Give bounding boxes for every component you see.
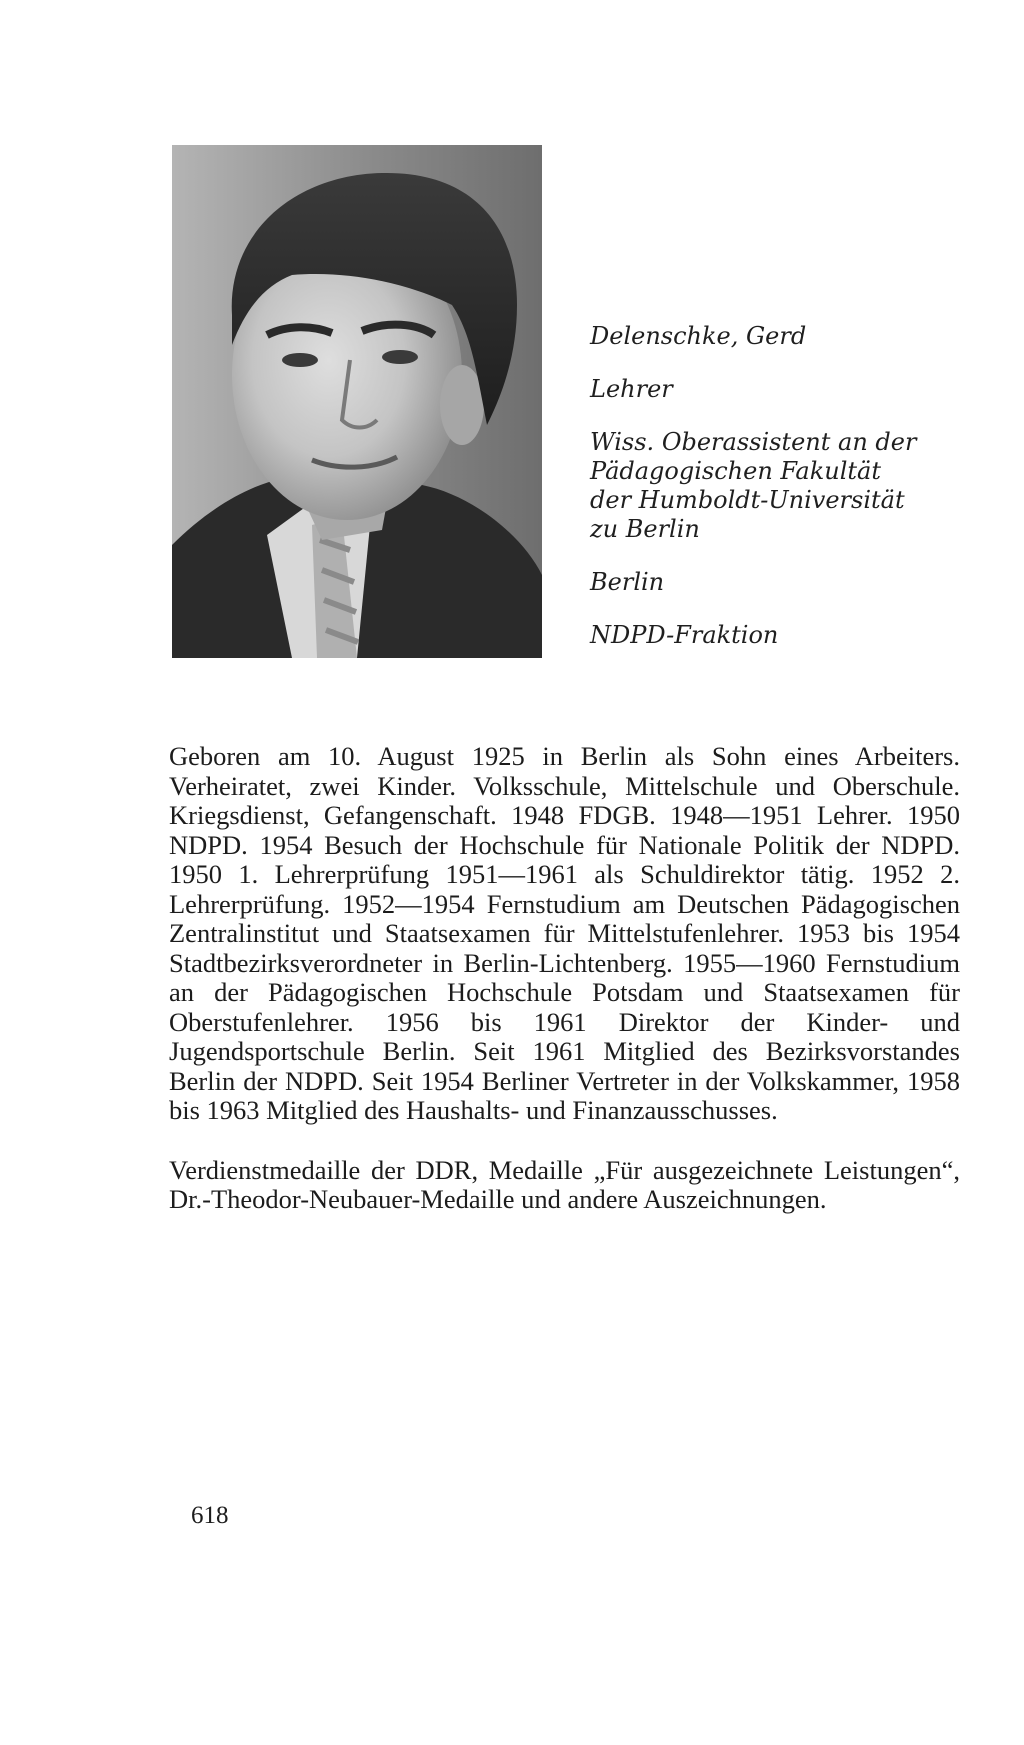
biography-awards: Verdienstmedaille der DDR, Medaille „Für ausgezeichnete Leistungen“, Dr.-Theodor-Neubauer-Medaille und andere Auszeichnungen. bbox=[169, 1154, 960, 1214]
person-faction: NDPD-Fraktion bbox=[590, 621, 779, 649]
biography bbox=[169, 742, 960, 1215]
portrait-photo bbox=[172, 145, 542, 658]
page-number: 618 bbox=[191, 1502, 229, 1529]
person-name: Delenschke, Gerd bbox=[590, 322, 807, 350]
person-details bbox=[590, 322, 990, 674]
person-profession: Lehrer bbox=[590, 375, 673, 403]
biography-career: Geboren am 10. August 1925 in Berlin als Sohn eines Arbeiters. Verheiratet, zwei Kinder. Volksschule, Mittelschule und Oberschule. Kriegsdienst, Gefangenschaft. 1948 FDGB. 1948—1951 Lehrer. 1950 NDPD. 1954 Besuch der Hochschule für Nationale Politik der NDPD. 1950 1. Lehrerprüfung 1951—1961 als Schuldirektor tätig. 1952 2. Lehrerprüfung. 1952—1954 Fernstudium am Deutschen Pädagogischen Zentralinstitut und Staatsexamen für Mittelstufenlehrer. 1953 bis 1954 Stadtbezirksverordneter in Berlin-Lichtenberg. 1955—1960 Fernstudium an der Pädagogischen Hochschule Potsdam und Staatsexamen für Oberstufenlehrer. 1956 bis 1961 Direktor der Kinder- und Jugendsportschule Berlin. Seit 1961 Mitglied des Bezirksvorstandes Berlin der NDPD. Seit 1954 Berliner Vertreter in der Volkskammer, 1958 bis 1963 Mitglied des Haushalts- und Finanzausschusses. bbox=[169, 741, 960, 1125]
person-position: Wiss. Oberassistent an der Pädagogischen Fakultät der Humboldt-Universität zu Berlin bbox=[590, 428, 917, 543]
person-residence: Berlin bbox=[590, 568, 665, 596]
portrait-illustration bbox=[172, 145, 542, 658]
